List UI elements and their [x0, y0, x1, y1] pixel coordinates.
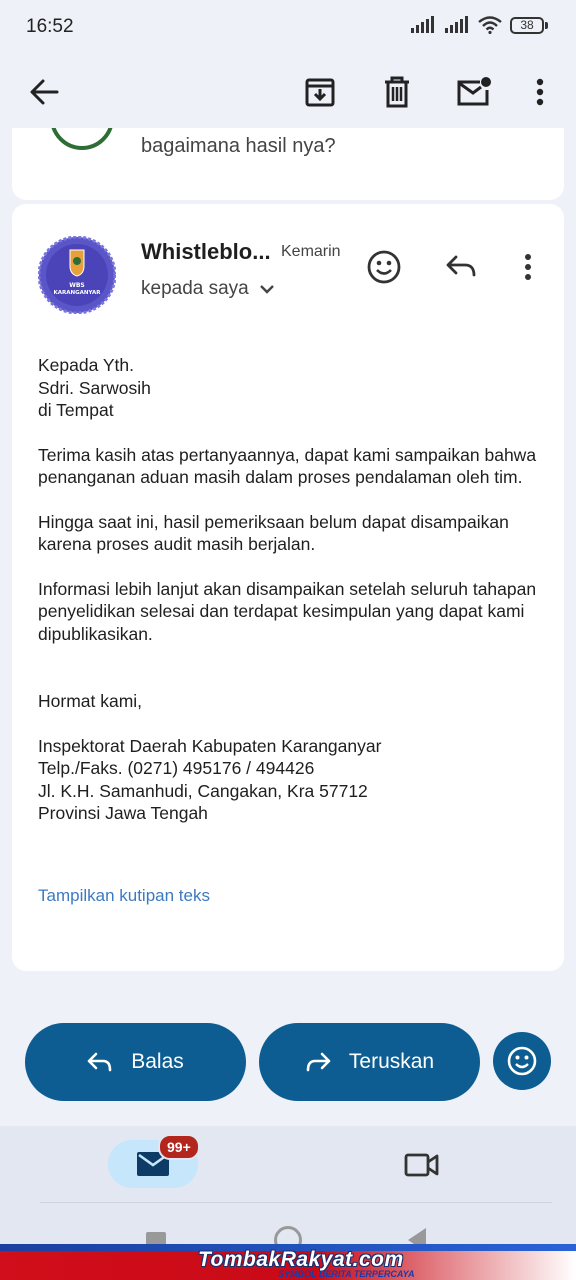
recipient-label: kepada saya — [141, 278, 249, 299]
unread-count-badge: 99+ — [158, 1134, 200, 1160]
toolbar — [0, 60, 576, 132]
chevron-down-icon — [259, 284, 275, 294]
more-vert-icon — [536, 78, 544, 106]
sender-avatar[interactable] — [38, 236, 116, 314]
reply-button[interactable] — [439, 245, 483, 289]
message-date: Kemarin — [281, 243, 341, 260]
status-time: 16:52 — [26, 16, 74, 37]
forward-action-button[interactable] — [259, 1023, 480, 1101]
mark-unread-button[interactable] — [450, 68, 498, 116]
wifi-icon — [478, 16, 502, 34]
nav-divider — [40, 1202, 552, 1203]
reply-icon — [445, 255, 477, 279]
avatar-text-1: WBS — [69, 282, 85, 289]
show-quoted-text-link[interactable]: Tampilkan kutipan teks — [38, 886, 210, 905]
sender-name[interactable]: Whistleblo... — [141, 239, 271, 264]
emoji-icon — [367, 250, 401, 284]
video-camera-icon — [404, 1151, 440, 1179]
more-vert-icon — [524, 253, 532, 281]
mail-unread-icon — [456, 76, 492, 108]
avatar-text-2: KARANGANYAR — [53, 290, 101, 296]
back-button[interactable] — [20, 68, 68, 116]
greeting-line: di Tempat — [38, 400, 114, 420]
signature-line: Jl. K.H. Samanhudi, Cangakan, Kra 57712 — [38, 780, 368, 801]
forward-icon — [305, 1052, 331, 1072]
watermark-tagline: SYMBOL BERITA TERPERCAYA — [278, 1269, 415, 1279]
closing-line: Hormat kami, — [38, 691, 143, 711]
archive-button[interactable] — [296, 68, 344, 116]
emoji-icon — [507, 1046, 537, 1076]
greeting-line: Kepada Yth. — [38, 355, 135, 375]
nav-meet-tab[interactable] — [398, 1144, 446, 1186]
message-body — [38, 354, 548, 825]
add-reaction-button[interactable] — [362, 245, 406, 289]
reply-action-label: Balas — [131, 1050, 184, 1073]
signal-icon — [410, 16, 436, 34]
previous-sender-avatar — [50, 128, 114, 150]
previous-message-card[interactable] — [12, 128, 564, 200]
recipient-details-toggle[interactable] — [141, 278, 275, 300]
more-options-button[interactable] — [516, 68, 564, 116]
arrow-left-icon — [29, 79, 59, 105]
delete-button[interactable] — [373, 68, 421, 116]
react-emoji-button[interactable] — [493, 1032, 551, 1090]
signature-line: Inspektorat Daerah Kabupaten Karanganyar — [38, 735, 382, 756]
reply-action-button[interactable] — [25, 1023, 246, 1101]
status-icons — [410, 16, 548, 34]
body-paragraph: Informasi lebih lanjut akan disampaikan setelah seluruh tahapan penyelidikan selesai dan terdapat kesimpulan yang dapat kami dipublikasikan. — [38, 578, 537, 644]
watermark-logo: TombakRakyat.com — [198, 1248, 404, 1271]
previous-message-snippet: bagaimana hasil nya? — [141, 135, 336, 157]
reply-icon — [87, 1052, 113, 1072]
forward-action-label: Teruskan — [348, 1050, 435, 1073]
body-paragraph: Terima kasih atas pertanyaannya, dapat kami sampaikan bahwa penanganan aduan masih dalam proses pendalaman oleh tim. — [38, 444, 537, 487]
signature-line: Provinsi Jawa Tengah — [38, 803, 208, 823]
message-more-button[interactable] — [506, 245, 550, 289]
greeting-line: Sdri. Sarwosih — [38, 377, 151, 398]
signature-line: Telp./Faks. (0271) 495176 / 494426 — [38, 758, 315, 778]
signal-icon-2 — [444, 16, 470, 34]
trash-icon — [382, 76, 412, 108]
battery-indicator: 38 — [510, 17, 544, 34]
battery-tip — [545, 22, 548, 29]
body-paragraph: Hingga saat ini, hasil pemeriksaan belum dapat disampaikan karena proses audit masih berjalan. — [38, 511, 509, 554]
archive-icon — [304, 76, 336, 108]
message-card — [12, 204, 564, 971]
